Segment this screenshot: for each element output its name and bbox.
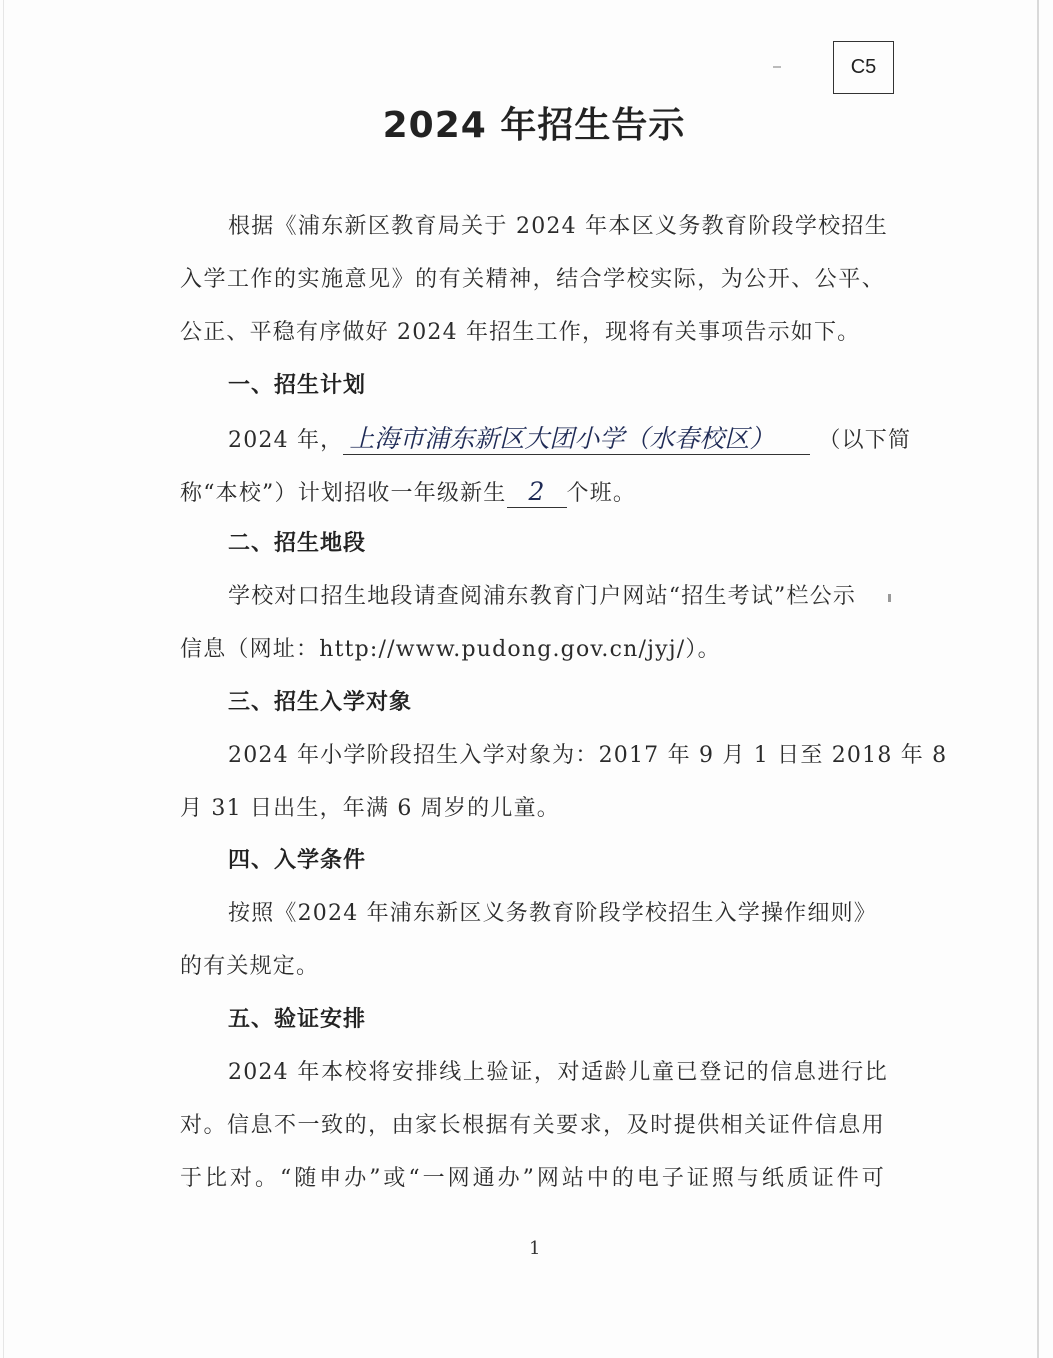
section-heading-3: 三、招生入学对象 [228, 690, 413, 715]
section-heading-5: 五、验证安排 [228, 1007, 367, 1032]
scan-edge-left [3, 0, 4, 1358]
school-name-handwritten: 上海市浦东新区大团小学（水春校区） [343, 424, 810, 455]
page-title: 2024 年招生告示 [382, 105, 686, 146]
district-line-1: 学校对口招生地段请查阅浦东教育门户网站“招生考试”栏公示 [228, 584, 857, 609]
section-heading-2: 二、招生地段 [228, 531, 367, 556]
plan-line-1 [228, 424, 912, 456]
scan-edge-right [1037, 0, 1039, 1358]
intro-line-3: 公正、平稳有序做好 2024 年招生工作，现将有关事项告示如下。 [180, 320, 861, 345]
target-line-2: 月 31 日出生，年满 6 周岁的儿童。 [180, 796, 560, 821]
document-code-box: C5 [833, 41, 894, 94]
scan-mark [773, 66, 781, 68]
plan-line2-prefix: 称“本校”）计划招收一年级新生 [180, 481, 507, 506]
plan-line-2 [180, 477, 885, 509]
target-line-1: 2024 年小学阶段招生入学对象为：2017 年 9 月 1 日至 2018 年 8 [228, 743, 948, 768]
verify-line-3: 于比对。“随申办”或“一网通办”网站中的电子证照与纸质证件可 [180, 1166, 885, 1191]
condition-line-1: 按照《2024 年浦东新区义务教育阶段学校招生入学操作细则》 [228, 901, 877, 926]
plan-suffix: （以下简 [818, 428, 912, 453]
plan-prefix: 2024 年， [228, 428, 344, 453]
plan-line2-suffix: 个班。 [566, 481, 637, 506]
intro-line-1: 根据《浦东新区教育局关于 2024 年本区义务教育阶段学校招生 [228, 214, 888, 239]
intro-line-2: 入学工作的实施意见》的有关精神，结合学校实际，为公开、公平、 [180, 267, 885, 292]
scan-dot [888, 594, 891, 602]
verify-line-2: 对。信息不一致的，由家长根据有关要求，及时提供相关证件信息用 [180, 1113, 885, 1138]
section-heading-1: 一、招生计划 [228, 373, 367, 398]
condition-line-2: 的有关规定。 [180, 954, 320, 979]
class-count-handwritten: 2 [507, 477, 567, 508]
section-heading-4: 四、入学条件 [228, 848, 367, 873]
verify-line-1: 2024 年本校将安排线上验证，对适龄儿童已登记的信息进行比 [228, 1060, 888, 1085]
district-line-2: 信息（网址：http://www.pudong.gov.cn/jyj/）。 [180, 637, 721, 662]
page-number: 1 [529, 1238, 541, 1259]
